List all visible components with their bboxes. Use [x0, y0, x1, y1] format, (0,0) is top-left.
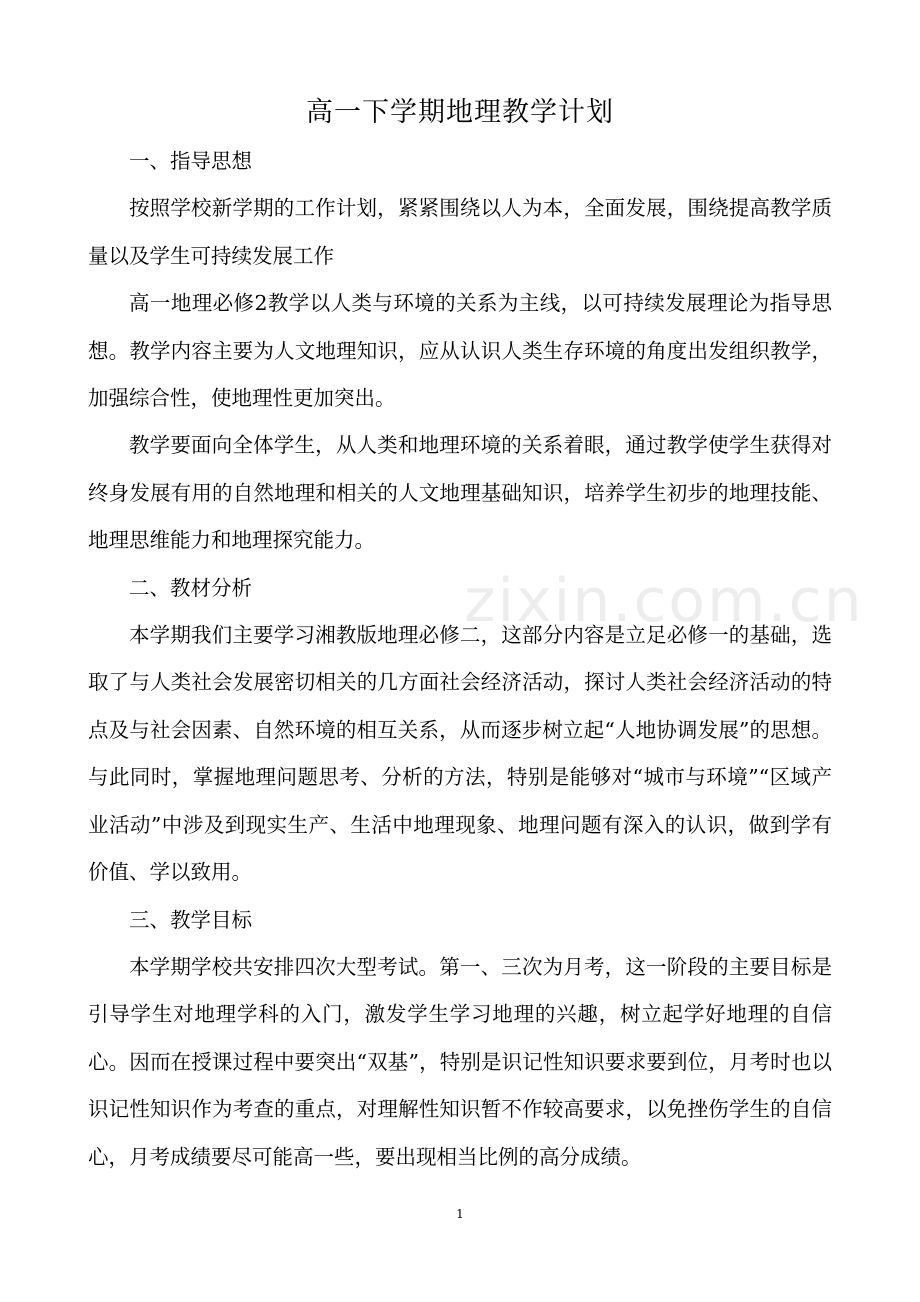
paragraph-textbook-analysis: 本学期我们主要学习湘教版地理必修二，这部分内容是立足必修一的基础，选取了与人类社会发展密切相关的几方面社会经济活动，探讨人类社会经济活动的特点及与社会因素、自然环境的相互关系，从而逐步树立起“人地协调发展”的思想。与此同时，掌握地理问题思考、分析的方法，特别是能够对“城市与环境”“区域产业活动”中涉及到现实生产、生活中地理现象、地理问题有深入的认识，做到学有价值、学以致用。	[88, 623, 832, 885]
paragraph-teaching-goals: 本学期学校共安排四次大型考试。第一、三次为月考，这一阶段的主要目标是引导学生对地理学科的入门，激发学生学习地理的兴趣，树立起学好地理的自信心。因而在授课过程中要突出“双基”，特别是识记性知识要求要到位，月考时也以识记性知识作为考查的重点，对理解性知识暂不作较高要求，以免挫伤学生的自信心，月考成绩要尽可能高一些，要出现相当比例的高分成绩。	[88, 954, 832, 1169]
document-body	[88, 138, 832, 1181]
paragraph-work-plan: 按照学校新学期的工作计划，紧紧围绕以人为本，全面发展，围绕提高教学质量以及学生可持续发展工作	[88, 196, 832, 268]
section-heading-textbook-analysis: 二、教材分析	[129, 575, 252, 600]
paragraph-compulsory-two: 高一地理必修2教学以人类与环境的关系为主线，以可持续发展理论为指导思想。教学内容主要为人文地理知识，应从认识人类生存环境的角度出发组织教学，加强综合性，使地理性更加突出。	[88, 291, 832, 411]
page-number: 1	[456, 1207, 464, 1221]
paragraph-teaching-for-all: 教学要面向全体学生，从人类和地理环境的关系着眼，通过教学使学生获得对终身发展有用的自然地理和相关的人文地理基础知识，培养学生初步的地理技能、地理思维能力和地理探究能力。	[88, 433, 832, 553]
section-heading-guiding-ideology: 一、指导思想	[129, 149, 252, 173]
section-heading-teaching-goals: 三、教学目标	[129, 907, 252, 932]
document-title: 高一下学期地理教学计划	[306, 97, 614, 128]
watermark: zixin.com.cn	[464, 566, 864, 636]
